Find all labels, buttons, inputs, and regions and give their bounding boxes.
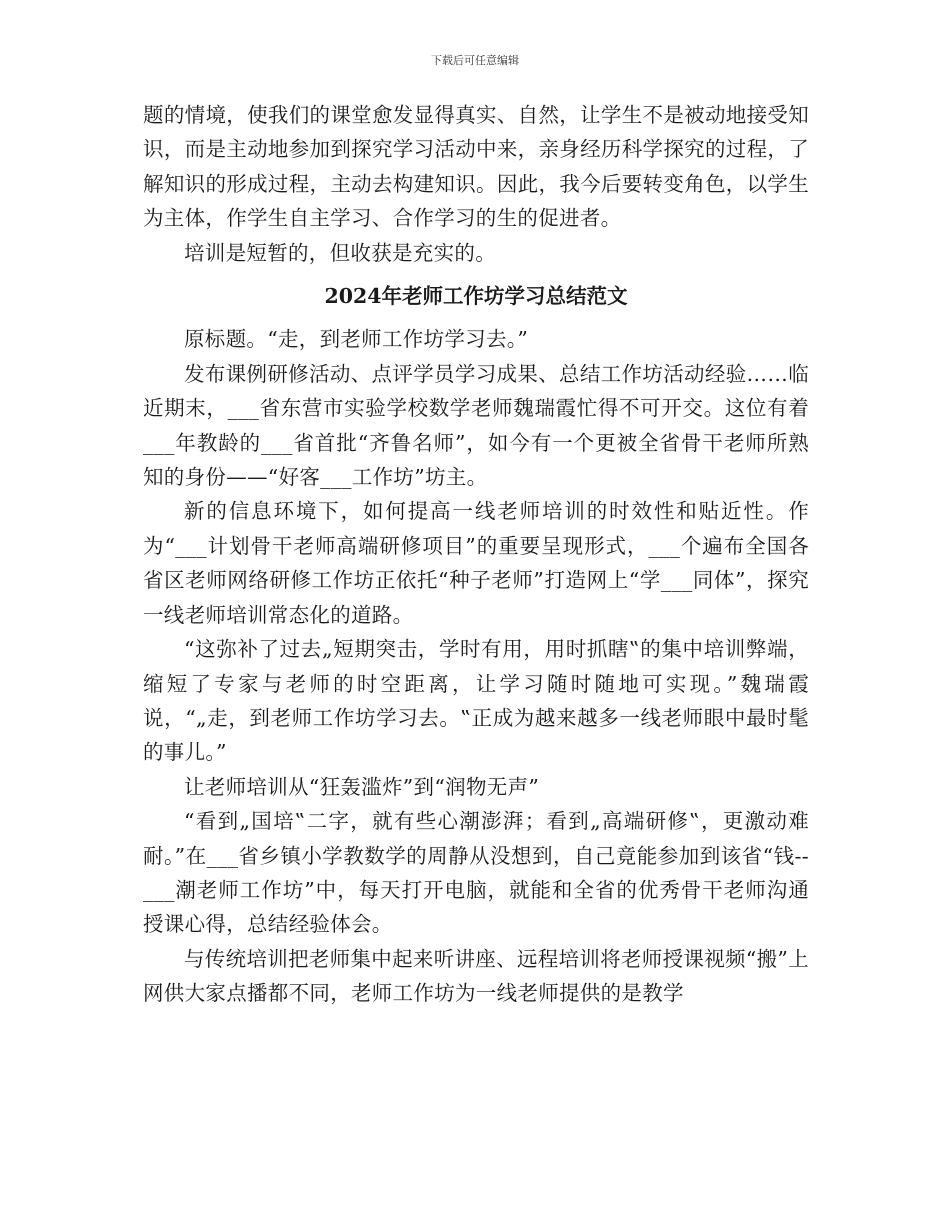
paragraph: 题的情境，使我们的课堂愈发显得真实、自然，让学生不是被动地接受知识，而是主动地参加到探究学习活动中来，亲身经历科学探究的过程，了解知识的形成过程，主动去构建知识。因此，我今后要转变角色，以学生为主体，作学生自主学习、合作学习的生的促进者。 (143, 103, 809, 231)
paragraph: “看到„国培‟二字，就有些心潮澎湃；看到„高端研修‟，更激动难耐。”在___省乡镇小学教数学的周静从没想到，自己竟能参加到该省“钱--___潮老师工作坊”中，每天打开电脑，就能和全省的优秀骨干老师沟通授课心得，总结经验体会。 (143, 809, 809, 937)
document-title: 2024年老师工作坊学习总结范文 (324, 284, 628, 309)
paragraph: “这弥补了过去„短期突击，学时有用，用时抓瞎‟的集中培训弊端，缩短了专家与老师的时空距离，让学习随时随地可实现。”魏瑞霞说，“„走，到老师工作坊学习去。‟正成为越来越多一线老师眼中最时髦的事儿。” (143, 637, 809, 765)
paragraph: 新的信息环境下，如何提高一线老师培训的时效性和贴近性。作为“___计划骨干老师高端研修项目”的重要呈现形式，___个遍布全国各省区老师网络研修工作坊正依托“种子老师”打造网上“学___同体”，探究一线老师培训常态化的道路。 (143, 499, 809, 627)
document-body (143, 98, 809, 1011)
paragraph: 原标题。“走，到老师工作坊学习去。” (184, 327, 529, 352)
section-subheading: 让老师培训从“狂轰滥炸”到“润物无声” (184, 774, 540, 799)
page-header-note: 下载后可任意编辑 (431, 54, 519, 67)
paragraph: 培训是短暂的，但收获是充实的。 (184, 240, 496, 265)
paragraph: 与传统培训把老师集中起来听讲座、远程培训将老师授课视频“搬”上网供大家点播都不同，老师工作坊为一线老师提供的是教学 (143, 946, 809, 1006)
paragraph: 发布课例研修活动、点评学员学习成果、总结工作坊活动经验……临近期末，___省东营市实验学校数学老师魏瑞霞忙得不可开交。这位有着___年教龄的___省首批“齐鲁名师”，如今有一个更被全省骨干老师所熟知的身份——“好客___工作坊”坊主。 (143, 361, 809, 490)
